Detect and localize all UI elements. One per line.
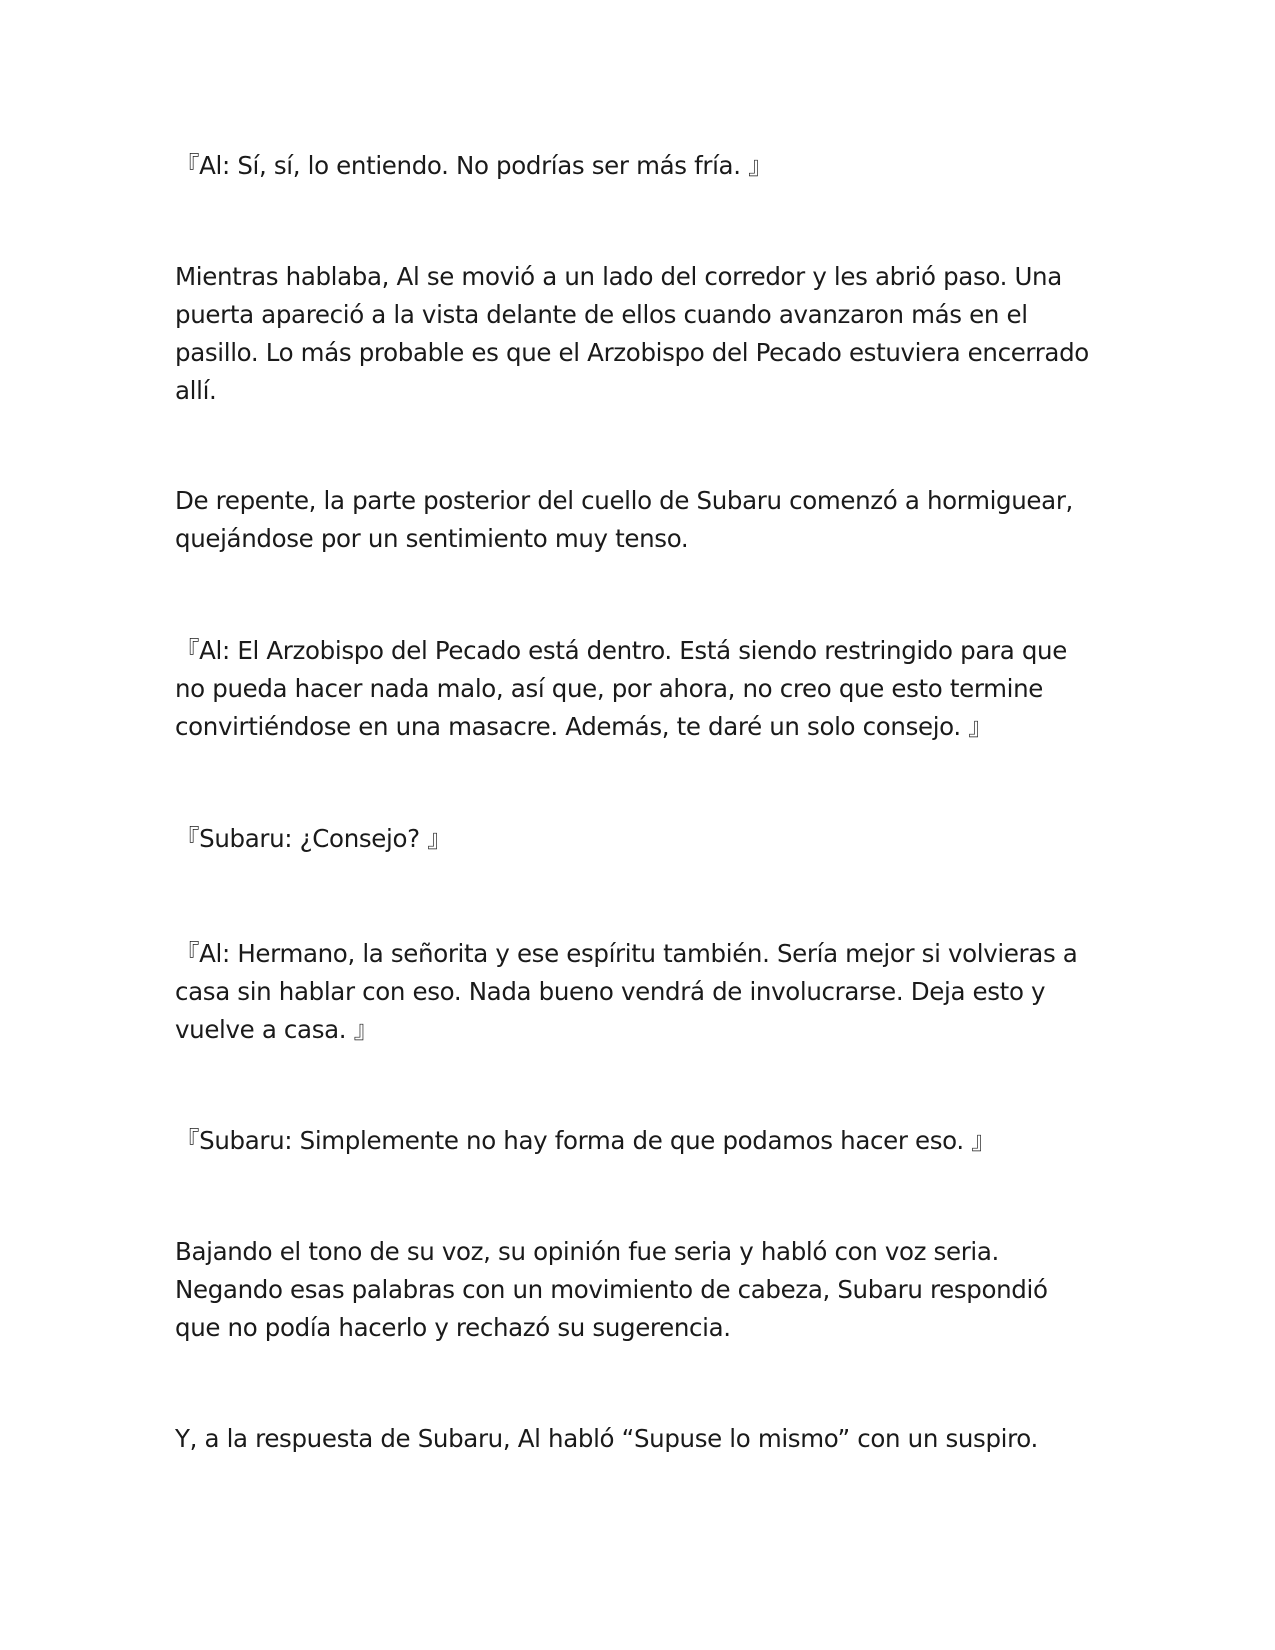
paragraph-dialogue-al-2: 『Al: El Arzobispo del Pecado está dentro. Está siendo restringido para que no pueda hacer nada malo, así que, por ahora, no creo que esto termine convirtiéndose en una masacre. Además, te daré un solo consejo. 』: [175, 636, 1067, 741]
paragraph-dialogue-subaru-1: 『Subaru: ¿Consejo? 』: [175, 824, 452, 853]
paragraph-narration-corridor: Mientras hablaba, Al se movió a un lado del corredor y les abrió paso. Una puerta apareció a la vista delante de ellos cuando avanzaron más en el pasillo. Lo más probable es que el Arzobispo del Pecado estuviera encerrado allí.: [175, 262, 1089, 405]
paragraph-narration-tension: De repente, la parte posterior del cuello de Subaru comenzó a hormiguear, quejándose por un sentimiento muy tenso.: [175, 486, 1073, 553]
paragraph-narration-refusal: Bajando el tono de su voz, su opinión fue seria y habló con voz seria. Negando esas palabras con un movimiento de cabeza, Subaru respondió que no podía hacerlo y rechazó su sugerencia.: [175, 1237, 1048, 1342]
paragraph-dialogue-al-1: 『Al: Sí, sí, lo entiendo. No podrías ser más fría. 』: [175, 151, 773, 180]
paragraph-dialogue-subaru-2: 『Subaru: Simplemente no hay forma de que podamos hacer eso. 』: [175, 1126, 996, 1155]
paragraph-dialogue-al-3: 『Al: Hermano, la señorita y ese espíritu también. Sería mejor si volvieras a casa sin hablar con eso. Nada bueno vendrá de involucrarse. Deja esto y vuelve a casa. 』: [175, 939, 1078, 1044]
paragraph-narration-sigh: Y, a la respuesta de Subaru, Al habló “Supuse lo mismo” con un suspiro.: [175, 1424, 1038, 1453]
